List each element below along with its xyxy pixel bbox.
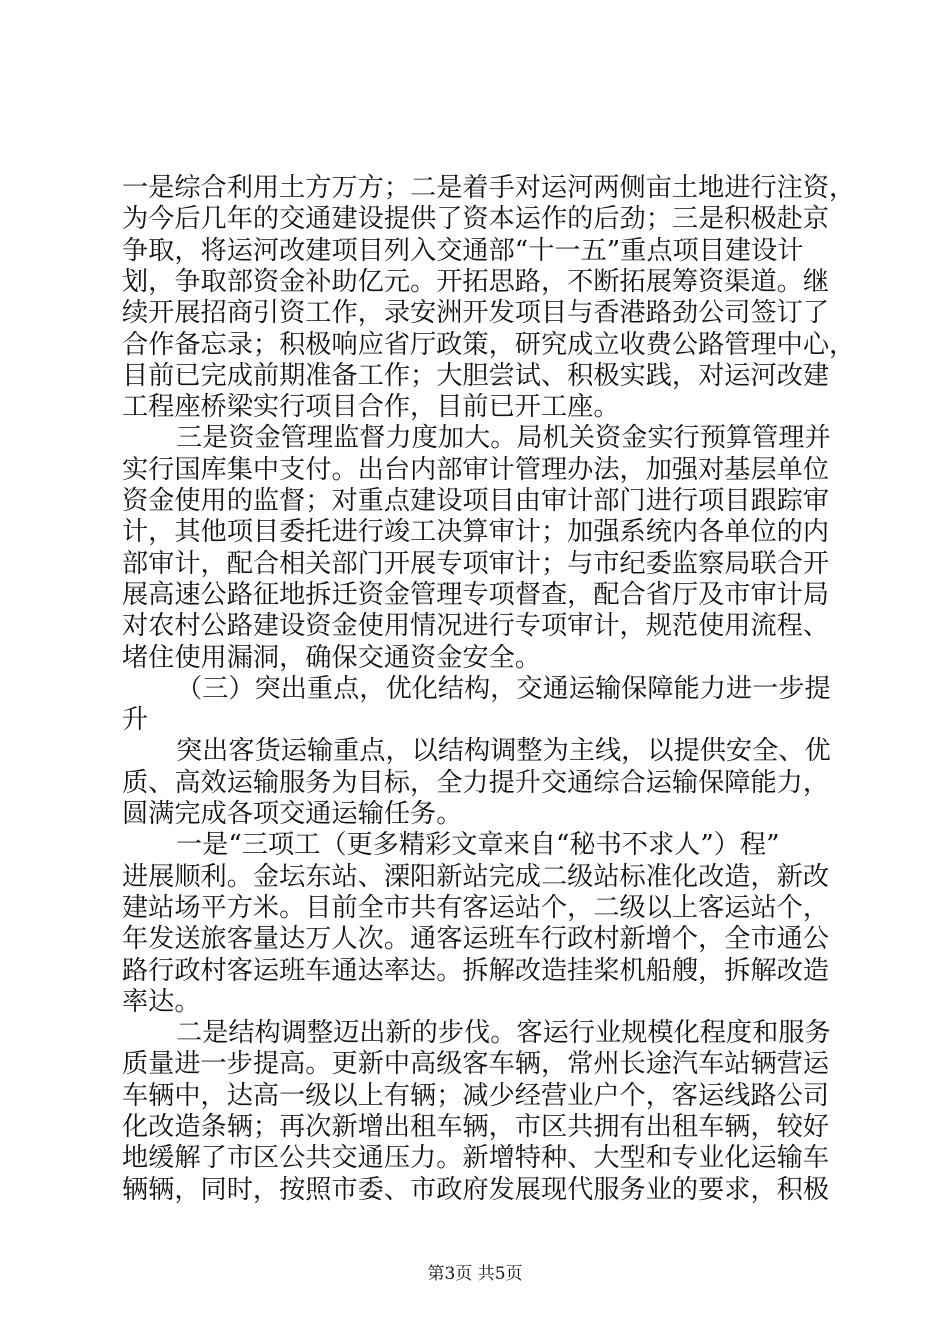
text-line: 目前已完成前期准备工作；大胆尝试、积极实践，对运河改建 bbox=[122, 361, 830, 391]
text-line: 化改造条辆；再次新增出租车辆，市区共拥有出租车辆，较好 bbox=[122, 1112, 830, 1142]
text-line: 堵住使用漏洞，确保交通资金安全。 bbox=[122, 643, 541, 673]
text-line: 展高速公路征地拆迁资金管理专项督查，配合省厅及市审计局 bbox=[122, 580, 830, 610]
text-line: 圆满完成各项交通运输任务。 bbox=[122, 799, 463, 829]
text-line: 质、高效运输服务为目标，全力提升交通综合运输保障能力， bbox=[122, 768, 830, 798]
text-line: 工程座桥梁实行项目合作，目前已开工座。 bbox=[122, 392, 620, 422]
text-line: 路行政村客运班车通达率达。拆解改造挂桨机船艘，拆解改造 bbox=[122, 956, 830, 986]
text-line: 地缓解了市区公共交通压力。新增特种、大型和专业化运输车 bbox=[122, 1143, 830, 1173]
text-line: 二是结构调整迈出新的步伐。客运行业规模化程度和服务 bbox=[176, 1018, 831, 1048]
text-line: 为今后几年的交通建设提供了资本运作的后劲；三是积极赴京 bbox=[122, 204, 830, 234]
text-line: 车辆中，达高一级以上有辆；减少经营业户个，客运线路公司 bbox=[122, 1081, 830, 1111]
text-line: 三是资金管理监督力度加大。局机关资金实行预算管理并 bbox=[176, 423, 831, 453]
section-heading: （三）突出重点，优化结构，交通运输保障能力进一步提 bbox=[176, 674, 831, 704]
text-line: 辆辆，同时，按照市委、市政府发展现代服务业的要求，积极 bbox=[122, 1175, 830, 1205]
text-line: 一是“三项工（更多精彩文章来自“秘书不求人”）程” bbox=[176, 830, 780, 860]
text-line: 计，其他项目委托进行竣工决算审计；加强系统内各单位的内 bbox=[122, 517, 830, 547]
text-line: 合作备忘录；积极响应省厅政策，研究成立收费公路管理中心， bbox=[122, 330, 856, 360]
text-line: 率达。 bbox=[122, 987, 201, 1017]
text-line: 争取，将运河改建项目列入交通部“十一五”重点项目建设计 bbox=[122, 236, 804, 266]
text-line: 实行国库集中支付。出台内部审计管理办法，加强对基层单位 bbox=[122, 455, 830, 485]
text-line: 进展顺利。金坛东站、溧阳新站完成二级站标准化改造，新改 bbox=[122, 862, 830, 892]
text-line: 质量进一步提高。更新中高级客车辆，常州长途汽车站辆营运 bbox=[122, 1049, 830, 1079]
text-line: 年发送旅客量达万人次。通客运班车行政村新增个，全市通公 bbox=[122, 924, 830, 954]
text-line: 突出客货运输重点，以结构调整为主线，以提供安全、优 bbox=[176, 736, 831, 766]
text-line: 对农村公路建设资金使用情况进行专项审计，规范使用流程、 bbox=[122, 611, 830, 641]
text-line: 建站场平方米。目前全市共有客运站个，二级以上客运站个， bbox=[122, 893, 830, 923]
text-line: 续开展招商引资工作，录安洲开发项目与香港路劲公司签订了 bbox=[122, 298, 830, 328]
section-heading: 升 bbox=[122, 705, 149, 735]
text-line: 部审计，配合相关部门开展专项审计；与市纪委监察局联合开 bbox=[122, 549, 830, 579]
text-line: 一是综合利用土方万方；二是着手对运河两侧亩土地进行注资， bbox=[122, 173, 856, 203]
page-number-footer: 第3页 共5页 bbox=[427, 1264, 523, 1284]
text-line: 划，争取部资金补助亿元。开拓思路，不断拓展筹资渠道。继 bbox=[122, 267, 830, 297]
text-line: 资金使用的监督；对重点建设项目由审计部门进行项目跟踪审 bbox=[122, 486, 830, 516]
